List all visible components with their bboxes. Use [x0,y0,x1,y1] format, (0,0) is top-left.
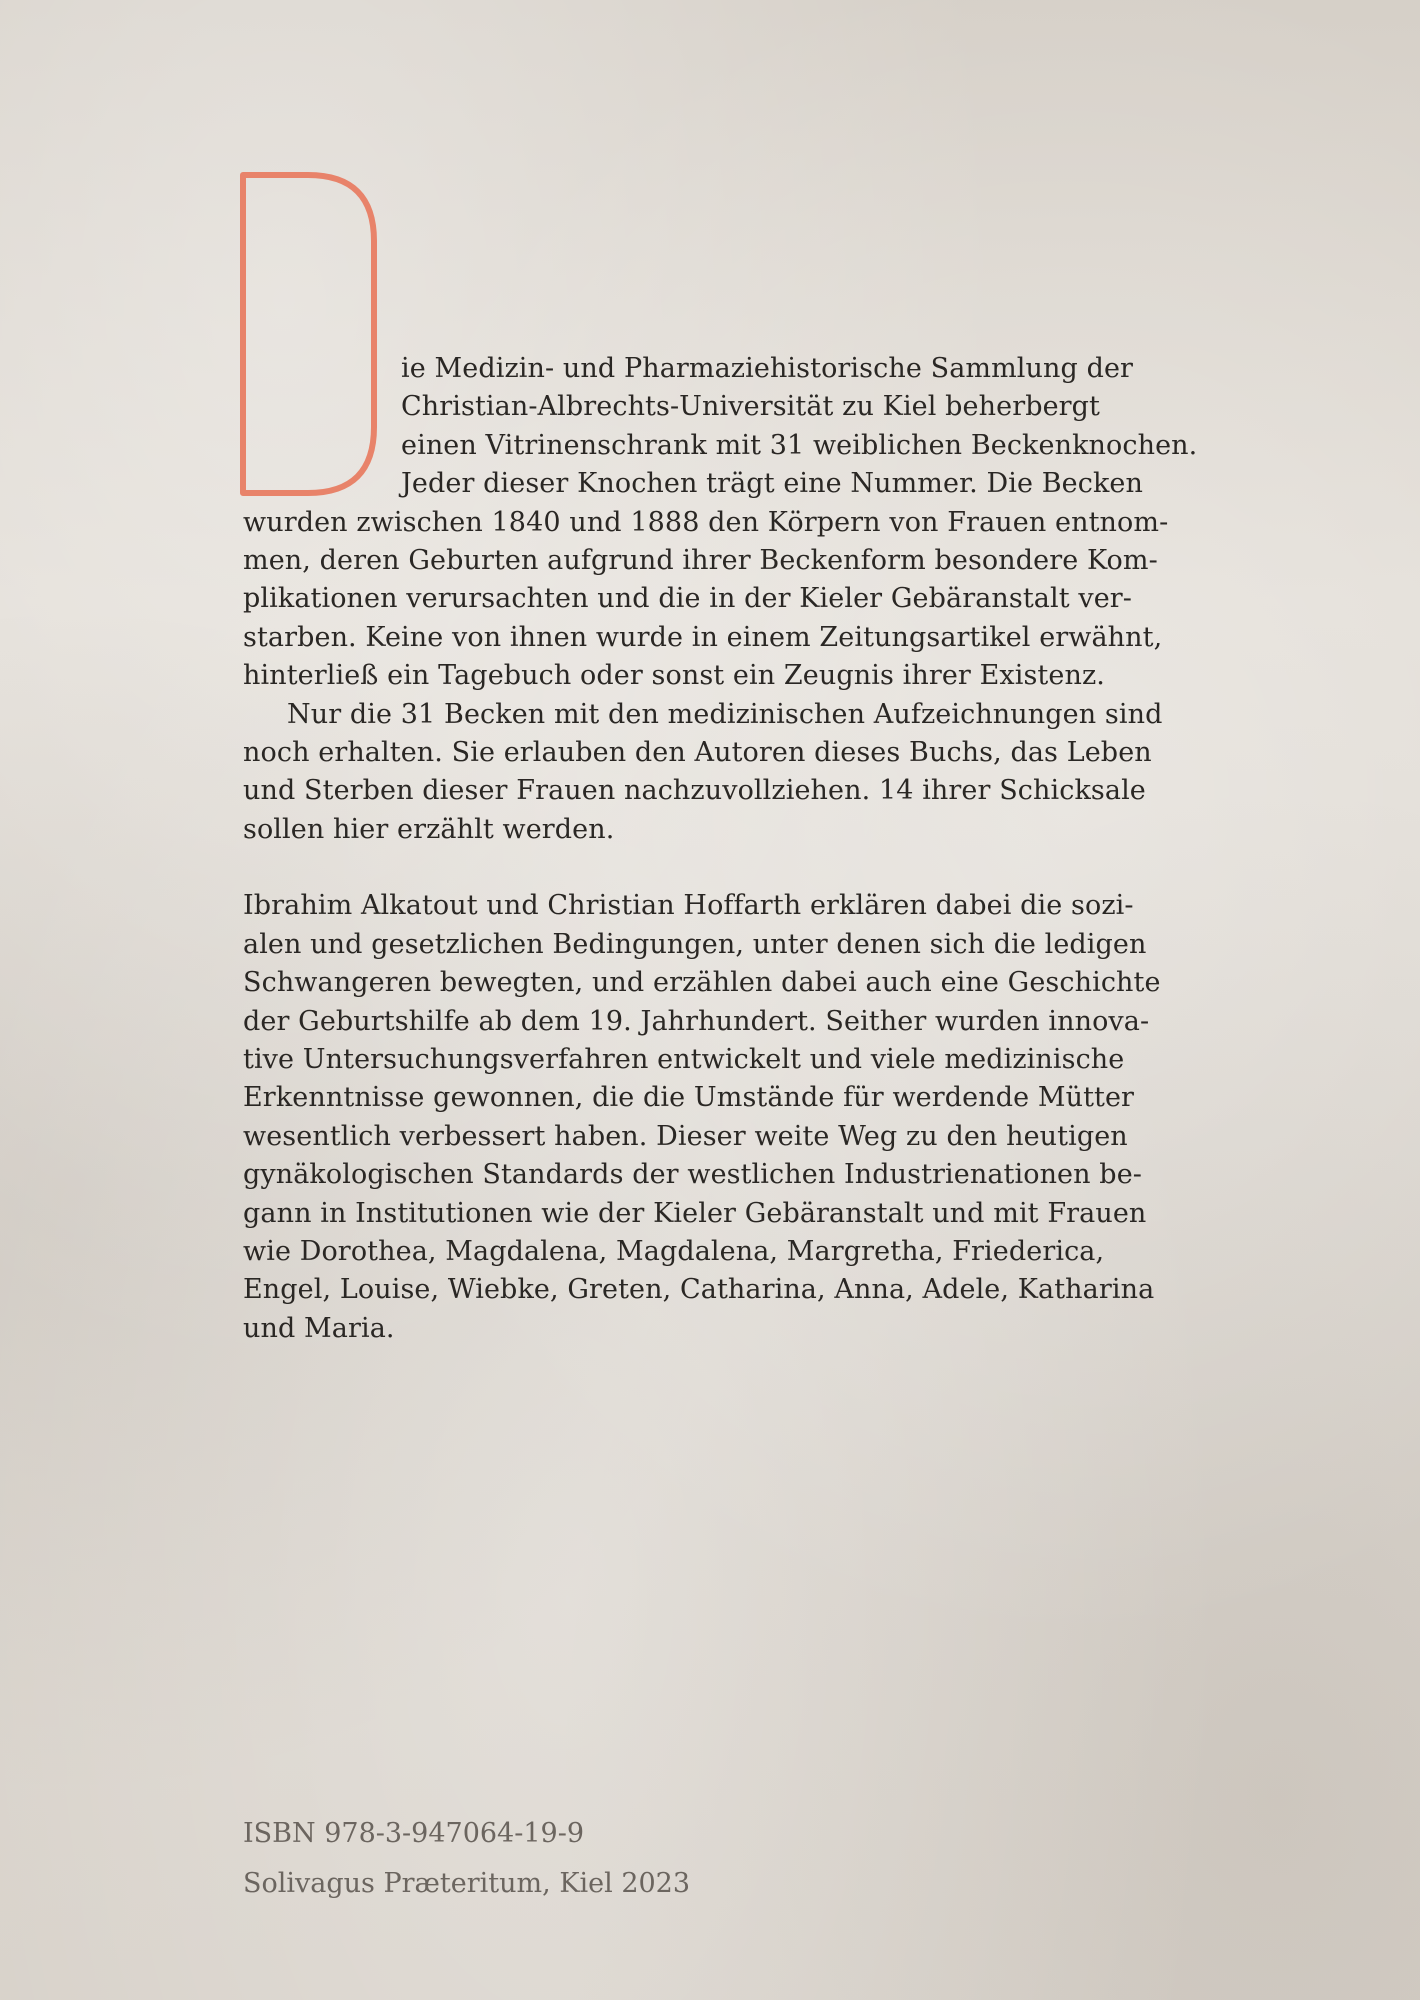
paragraph-1 [243,350,1243,696]
text-line: wurden zwischen 1840 und 1888 den Körpern von Frauen entnom- [243,506,1169,538]
text-line: gann in Institutionen wie der Kieler Gebäranstalt und mit Frauen [243,1197,1147,1229]
text-line: Erkenntnisse gewonnen, die die Umstände für werdende Mütter [243,1082,1135,1114]
text-line: einen Vitrinenschrank mit 31 weiblichen Beckenknochen. [401,429,1198,461]
blurb-text [243,350,1243,1348]
text-line: Jeder dieser Knochen trägt eine Nummer. Die Becken [401,468,1144,500]
text-line: plikationen verursachten und die in der Kieler Gebäranstalt ver- [243,583,1133,615]
text-line: wie Dorothea, Magdalena, Magdalena, Margretha, Friederica, [243,1235,1105,1267]
text-line: wesentlich verbessert haben. Dieser weite Weg zu den heutigen [243,1120,1128,1152]
text-line: und Sterben dieser Frauen nachzuvollziehen. 14 ihrer Schicksale [243,775,1146,807]
text-line: hinterließ ein Tagebuch oder sonst ein Zeugnis ihrer Existenz. [243,660,1105,692]
text-line: gynäkologischen Standards der westlichen Industrienationen be- [243,1159,1142,1191]
text-line: Nur die 31 Becken mit den medizinischen Aufzeichnungen sind [287,698,1163,730]
text-line: tive Untersuchungsverfahren entwickelt und viele medizinische [243,1043,1125,1075]
paragraph-gap [243,849,1243,887]
text-line: und Maria. [243,1312,395,1344]
isbn-number: ISBN 978-3-947064-19-9 [243,1818,585,1849]
text-line: Engel, Louise, Wiebke, Greten, Catharina, Anna, Adele, Katharina [243,1274,1155,1306]
text-line: Ibrahim Alkatout und Christian Hoffarth erklären dabei die sozi- [243,890,1134,922]
text-line: men, deren Geburten aufgrund ihrer Beckenform besondere Kom- [243,545,1158,577]
text-line: Christian-Albrechts-Universität zu Kiel beherbergt [401,391,1101,423]
paragraph-2 [243,696,1243,850]
paragraph-3 [243,887,1243,1348]
publisher-imprint: Solivagus Præteritum, Kiel 2023 [243,1868,691,1899]
text-line: Schwangeren bewegten, und erzählen dabei auch eine Geschichte [243,967,1161,999]
text-line: alen und gesetzlichen Bedingungen, unter denen sich die ledigen [243,928,1147,960]
text-line: sollen hier erzählt werden. [243,813,615,845]
text-line: der Geburtshilfe ab dem 19. Jahrhundert. Seither wurden innova- [243,1005,1150,1037]
text-line: starben. Keine von ihnen wurde in einem Zeitungsartikel erwähnt, [243,621,1163,653]
text-line: noch erhalten. Sie erlauben den Autoren dieses Buchs, das Leben [243,737,1152,769]
text-line: ie Medizin- und Pharmaziehistorische Sammlung der [401,353,1134,384]
